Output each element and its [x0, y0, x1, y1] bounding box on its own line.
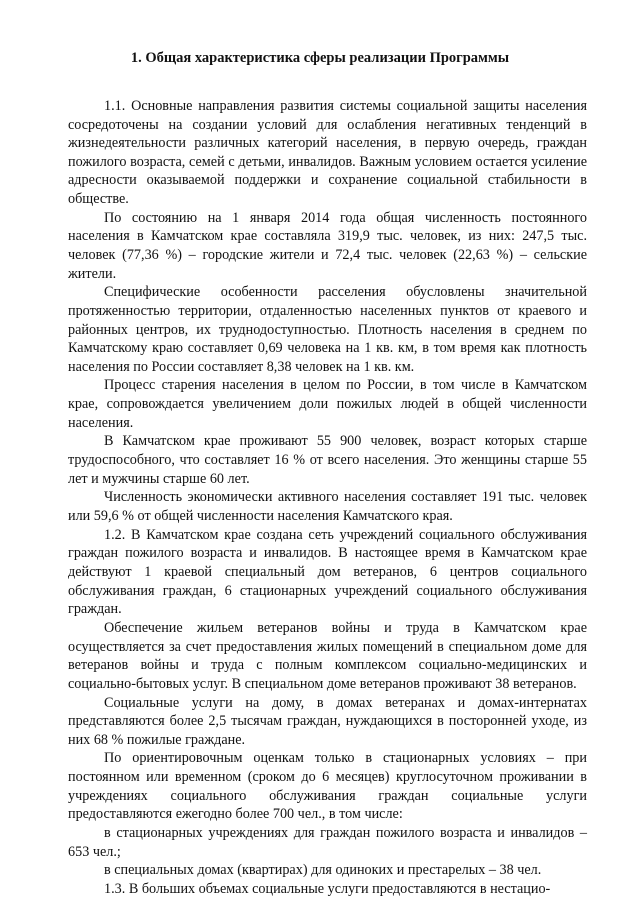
paragraph-home-services: Социальные услуги на дому, в домах ветеранах и домах-интернатах представляются более 2,5 тысячам граждан, нуждающихся в посторонней уходе, из них 68 % пожилые граждане.: [68, 694, 587, 748]
paragraph-special-homes: в специальных домах (квартирах) для одиноких и престарелых – 38 чел.: [104, 862, 542, 879]
paragraph-population: По состоянию на 1 января 2014 года общая численность постоянного населения в Камчатском крае составляла 319,9 тыс. человек, из них: 247,5 тыс. человек (77,36 %) – городские жители и 72,4 тыс. человек (22,63 %) – сельские жители.: [68, 209, 587, 282]
paragraph-1-3-nonstationary: 1.3. В больших объемах социальные услуги предоставляются в нестацио-: [104, 881, 551, 898]
paragraph-aging: Процесс старения населения в целом по России, в том числе в Камчатском крае, сопровождается увеличением доли пожилых людей в общей численности населения.: [68, 377, 587, 431]
paragraph-stationary-estimate: По ориентировочным оценкам только в стационарных условиях – при постоянном или временном (сроком до 6 месяцев) круглосуточном проживании в учреждениях социального обслуживания граждан социальные услуги предоставляются ежегодно более 700 чел., в том числе:: [68, 750, 587, 823]
paragraph-veterans-housing: Обеспечение жильем ветеранов войны и труда в Камчатском крае осуществляется за счет предоставления жилых помещений в специальном доме для ветеранов войны и труда с полным комплексом социально-медицинских и социально-бытовых услуг. В специальном доме ветеранов проживают 38 ветеранов.: [68, 619, 587, 692]
paragraph-1-2-network: 1.2. В Камчатском крае создана сеть учреждений социального обслуживания граждан пожилого возраста и инвалидов. В настоящее время в Камчатском крае действуют 1 краевой специальный дом ветеранов, 6 центров социального обслуживания граждан, 6 стационарных учреждений социального обслуживания граждан.: [68, 526, 587, 618]
paragraph-elderly-count: В Камчатском крае проживают 55 900 человек, возраст которых старше трудоспособного, что составляет 16 % от всего населения. Это женщины старше 55 лет и мужчины старше 60 лет.: [68, 433, 587, 487]
paragraph-stationary-institutions: в стационарных учреждениях для граждан пожилого возраста и инвалидов – 653 чел.;: [68, 825, 587, 860]
paragraph-settlement: Специфические особенности расселения обусловлены значительной протяженностью территории, отдаленностью населенных пунктов от краевого и районных центров, их труднодоступностью. Плотность населения в среднем по Камчатскому краю составляет 0,69 человека на 1 кв. км, в том время как плотность населения по России составляет 8,38 человек на 1 кв. км.: [68, 284, 587, 375]
section-title: 1. Общая характеристика сферы реализации Программы: [130, 50, 510, 66]
paragraph-1-1-intro: 1.1. Основные направления развития системы социальной защиты населения сосредоточены на создании условий для ослабления негативных тенденций в жизнедеятельности различных категорий населения, в первую очередь, граждан пожилого возраста, семей с детьми, инвалидов. Важным условием остается усиление адресности оказываемой поддержки и сохранение социальной стабильности в обществе.: [68, 98, 587, 207]
paragraph-workforce: Численность экономически активного населения составляет 191 тыс. человек или 59,6 % от общей численности населения Камчатского края.: [68, 489, 587, 524]
document-body: [68, 97, 587, 899]
